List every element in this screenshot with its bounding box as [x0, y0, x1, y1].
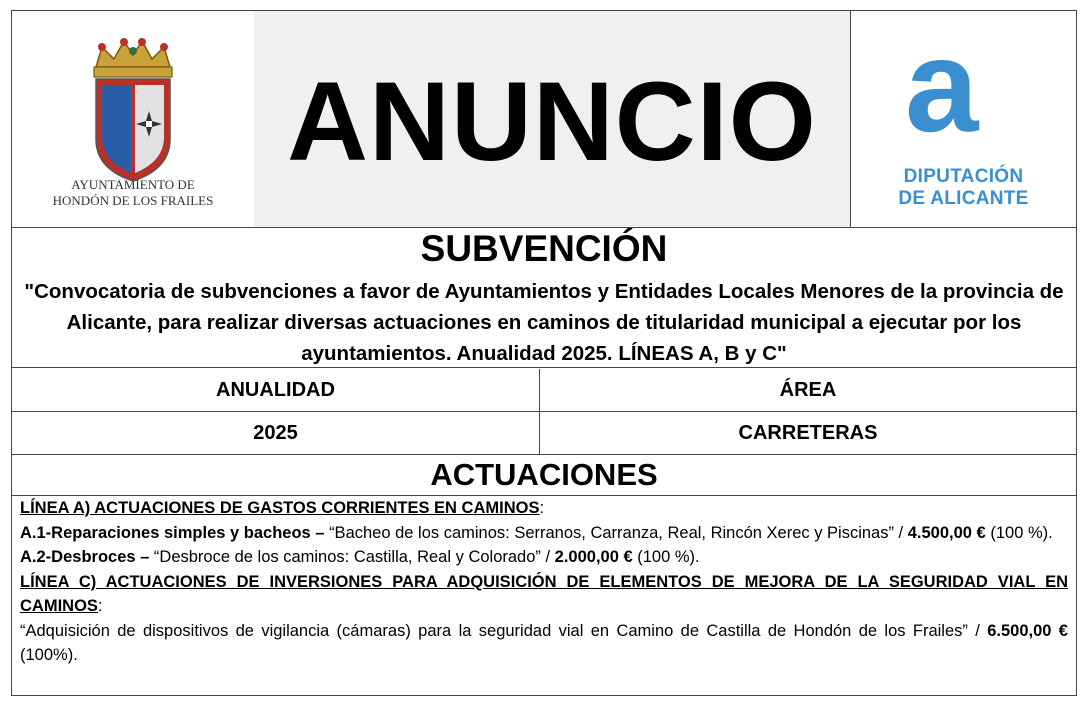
a2-text: “Desbroce de los caminos: Castilla, Real y Colorado” /	[153, 548, 551, 566]
linea-a-paragraph: LÍNEA A) ACTUACIONES DE GASTOS CORRIENTES EN CAMINOS:	[20, 499, 545, 517]
header	[12, 11, 1076, 228]
logo-letter: a	[905, 39, 979, 139]
announcement-sheet	[11, 10, 1077, 696]
diputacion-line2: DE ALICANTE	[898, 188, 1029, 209]
c-percent: (100%).	[20, 646, 78, 664]
c-amount: 6.500,00 €	[987, 621, 1068, 640]
town-name-line2: HONDÓN DE LOS FRAILES	[52, 193, 214, 208]
value-area: CARRETERAS	[738, 421, 878, 444]
page-title: ANUNCIO	[287, 59, 817, 184]
value-anualidad: 2025	[12, 412, 540, 454]
linea-a-heading: LÍNEA A) ACTUACIONES DE GASTOS CORRIENTES EN CAMINOS	[20, 499, 540, 517]
diputacion-line1: DIPUTACIÓN	[903, 166, 1024, 187]
header-anualidad: ANUALIDAD	[12, 369, 540, 411]
a1-percent: (100 %).	[990, 523, 1053, 542]
table-value-row	[12, 412, 1076, 455]
linea-c-paragraph: LÍNEA C) ACTUACIONES DE INVERSIONES PARA ADQUISICIÓN DE ELEMENTOS DE MEJORA DE LA SEGURIDAD VIAL EN CAMINOS:	[20, 572, 1068, 615]
subvencion-description: "Convocatoria de subvenciones a favor de Ayuntamientos y Entidades Locales Menores de la provincia de Alicante, para realizar diversas actuaciones en caminos de titularidad municipal a ejecutar por los ayuntamientos. Anualidad 2025. LÍNEAS A, B y C"	[12, 272, 1076, 368]
actuaciones-title: ACTUACIONES	[430, 457, 658, 492]
coat-of-arms-icon	[88, 37, 178, 183]
a1-amount: 4.500,00 €	[907, 523, 986, 542]
linea-c-heading: LÍNEA C) ACTUACIONES DE INVERSIONES PARA ADQUISICIÓN DE ELEMENTOS DE MEJORA DE LA SEGURIDAD VIAL EN CAMINOS	[20, 572, 1068, 615]
c-paragraph	[20, 619, 1068, 668]
header-area: ÁREA	[779, 378, 837, 401]
town-emblem-panel	[12, 11, 255, 227]
diputacion-logo-icon	[903, 39, 1023, 139]
title-panel	[254, 11, 850, 227]
a2-label: A.2-Desbroces –	[20, 548, 150, 566]
a2-amount: 2.000,00 €	[554, 548, 633, 566]
subvencion-title: SUBVENCIÓN	[420, 228, 668, 269]
town-name-line1: AYUNTAMIENTO DE	[71, 177, 195, 192]
a1-label: A.1-Reparaciones simples y bacheos –	[20, 523, 325, 542]
a1-text: “Bacheo de los caminos: Serranos, Carranza, Real, Rincón Xerec y Piscinas” /	[329, 523, 904, 542]
a2-paragraph	[20, 545, 1068, 570]
table-header-row	[12, 369, 1076, 412]
diputacion-panel	[850, 11, 1076, 227]
a1-paragraph	[20, 521, 1068, 546]
actuaciones-body	[12, 495, 1076, 668]
c-text: “Adquisición de dispositivos de vigilancia (cámaras) para la seguridad vial en Camino de Castilla de Hondón de los Frailes” /	[20, 621, 980, 640]
a2-percent: (100 %).	[637, 548, 700, 566]
